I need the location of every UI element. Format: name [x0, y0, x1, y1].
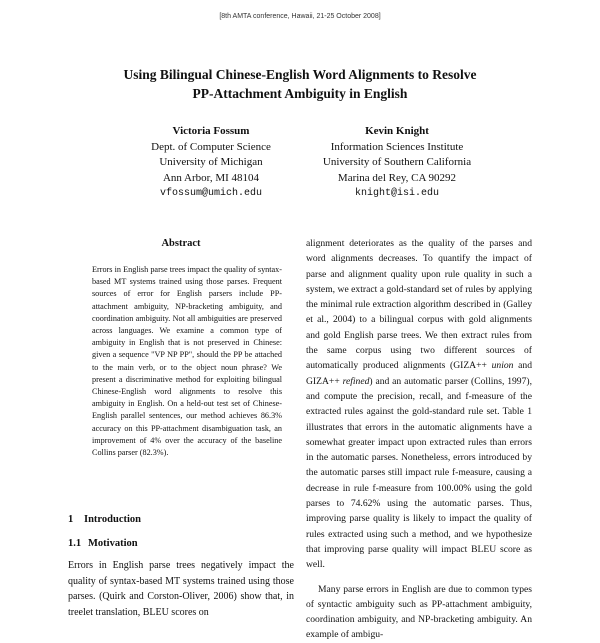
author-dept: Dept. of Computer Science [151, 140, 271, 153]
abstract-text: Errors in English parse trees impact the quality of syntax-based MT systems trained using those parses. Frequent sources of error for English parsers include PP-attachment ambiguity, NP-bracketing ambiguity, and coordination ambiguity. Not all ambiguities are preserved across languages. We examine a common type of ambiguity in English that is not preserved in Chinese: given a sequence "VP NP PP", should the PP be attached to the main verb, or to the object noun phrase? We present a discriminative method for exploiting bilingual Chinese-English word alignments to resolve this ambiguity in English. On a held-out test set of Chinese-English parallel sentences, our method achieves 86.3% accuracy on this PP-attachment disambiguation task, an improvement of 4% over the accuracy of the baseline Collins parser (82.3%). [92, 265, 282, 458]
author-address: Marina del Rey, CA 90292 [337, 171, 457, 184]
author-institution: University of Southern California [322, 156, 472, 168]
emphasis-union: union [491, 360, 514, 372]
paragraph-fragment: and GIZA++ [306, 360, 532, 387]
author-email[interactable]: vfossum@umich.edu [159, 188, 263, 199]
section-number: 1.1 [68, 538, 82, 549]
section-heading-introduction [68, 514, 294, 525]
body-paragraph-left: Errors in English parse trees negatively impact the quality of syntax-based MT systems trained using those parses. (Quirk and Corston-Oliver, 2006) show that, in treelet translation, BLEU scores on [68, 560, 294, 619]
title-line-1: Using Bilingual Chinese-English Word Alignments to Resolve [123, 67, 477, 82]
paper-title [60, 65, 540, 103]
paragraph-fragment: ) and an automatic parser (Collins, 1997), and compute the precision, recall, and f-measure of the extracted rules against the gold-standard rule set. Table 1 illustrates that errors in the automatic alignments have a somewhat greater impact upon extracted rules than errors in the automatic parses. Nonetheless, errors introduced by the automatic parses still impact rule f-measure, causing a decrease in rule f-measure from 100.00% using the gold parses to 74.62% using the automatic parses. Thus, improving parse quality is likely to impact the quality of rules extracted using such a method, and we hypothesize that improving parse quality will impact BLEU score as well. [306, 375, 532, 571]
body-paragraph-right-1 [306, 236, 532, 573]
section-title: Motivation [88, 538, 138, 549]
author-block-2 [287, 124, 507, 202]
subsection-heading-motivation [68, 538, 294, 549]
right-column [306, 236, 532, 643]
title-line-2: PP-Attachment Ambiguity in English [192, 86, 408, 101]
author-name: Kevin Knight [365, 125, 429, 137]
section-number: 1 [68, 514, 74, 525]
abstract-heading: Abstract [161, 238, 201, 249]
author-name: Victoria Fossum [172, 125, 250, 137]
emphasis-refined: refined [342, 375, 370, 387]
body-paragraph-right-2: Many parse errors in English are due to common types of syntactic ambiguity such as PP-attachment ambiguity, coordination ambiguity, and NP-bracketing ambiguity. An example of ambigu- [306, 583, 532, 641]
author-email[interactable]: knight@isi.edu [354, 188, 439, 199]
paragraph-fragment: alignment deteriorates as the quality of the parses and word alignments decreases. To quantify the impact of parse and alignment quality upon rule quality in such a system, we extract a gold-standard set of rules by applying the minimal rule extraction algorithm described in (Galley et al., 2004) to a bilingual corpus with gold alignments and gold English parse trees. We then extract rules from the same corpus using two different sources of automatically produced alignments (GIZA++ [306, 238, 532, 372]
left-column [68, 236, 294, 619]
conference-note: [8th AMTA conference, Hawaii, 21-25 October 2008] [219, 13, 381, 20]
section-title: Introduction [84, 514, 141, 525]
author-dept: Information Sciences Institute [330, 140, 464, 153]
author-institution: University of Michigan [159, 156, 263, 168]
author-address: Ann Arbor, MI 48104 [162, 171, 260, 184]
